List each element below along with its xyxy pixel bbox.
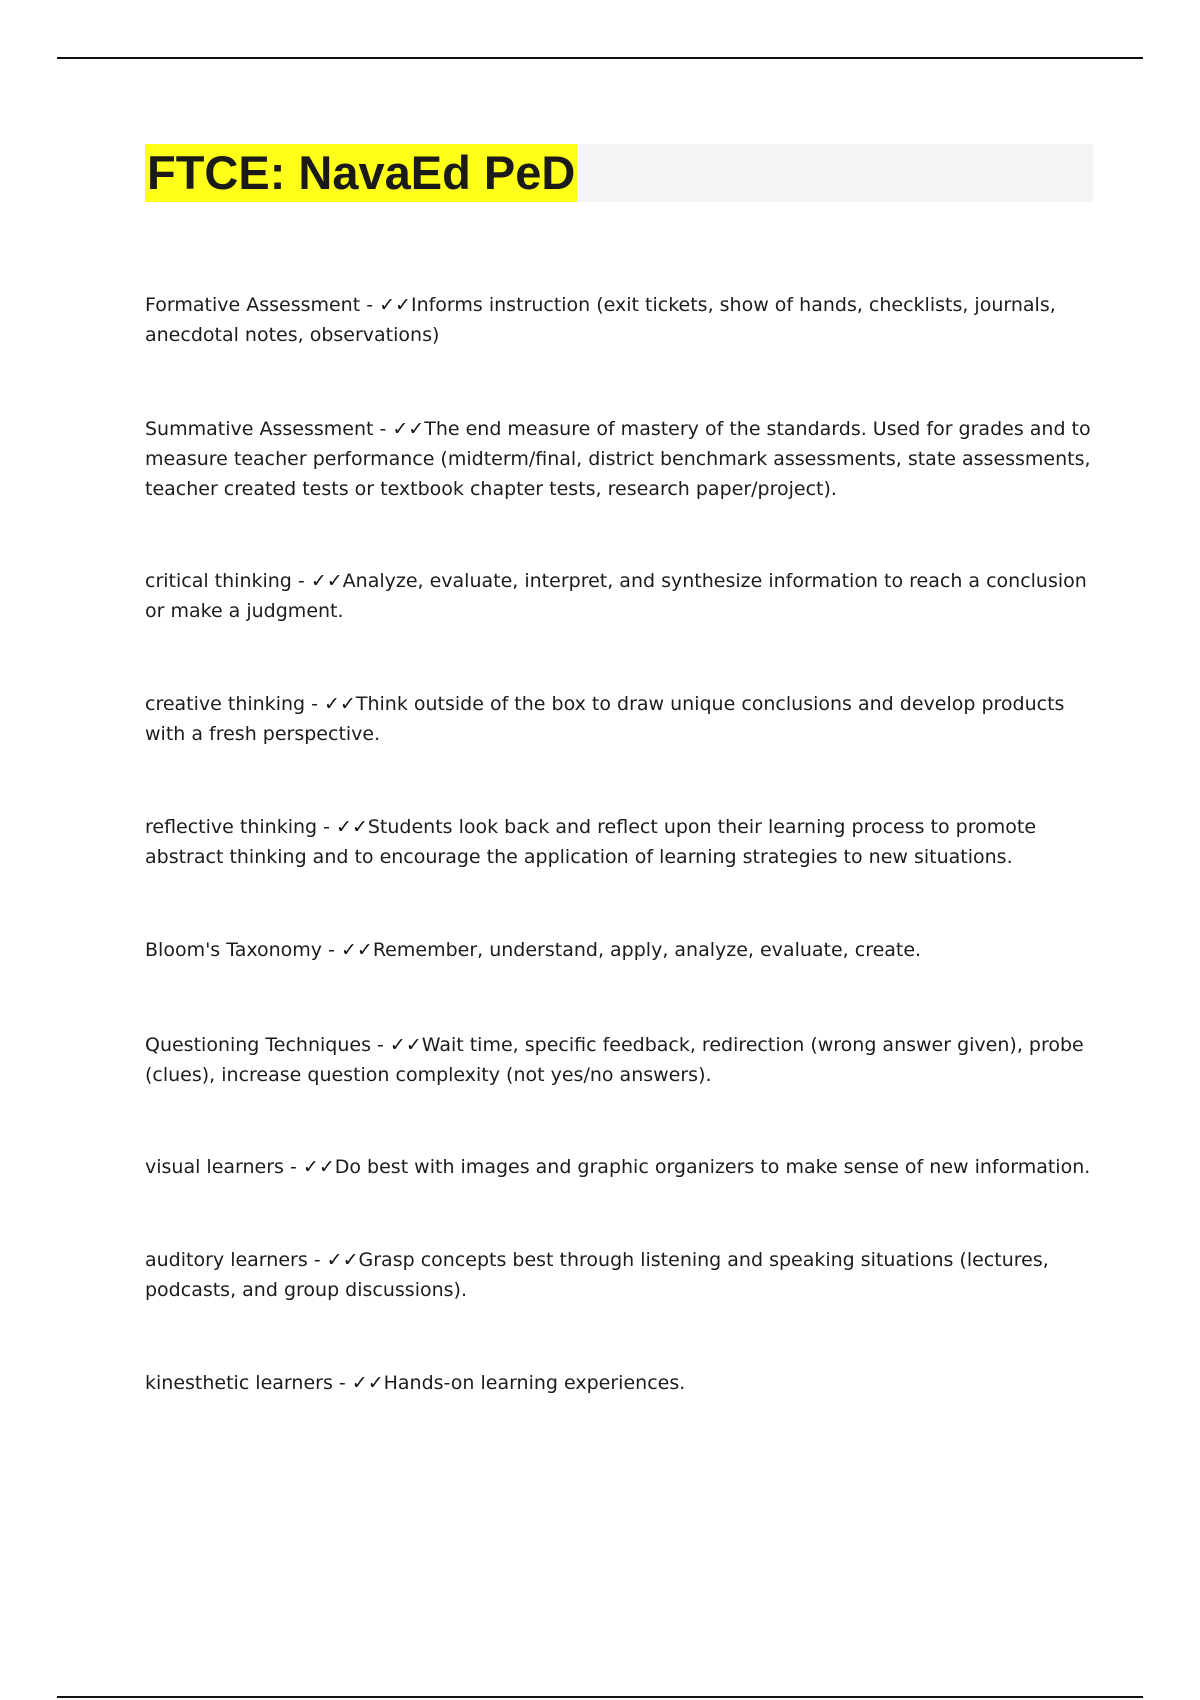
entry-definition: Analyze, evaluate, interpret, and synthesize information to reach a conclusion or make a judgment. (145, 570, 1087, 622)
flashcard-entry (145, 1368, 1095, 1398)
entry-definition: The end measure of mastery of the standards. Used for grades and to measure teacher performance (midterm/final, district benchmark assessments, state assessments, teacher created tests or textbook chapter tests, research paper/project). (145, 418, 1091, 500)
entry-definition: Grasp concepts best through listening and speaking situations (lectures, podcasts, and group discussions). (145, 1249, 1049, 1301)
entry-separator: - (373, 418, 393, 440)
entry-separator: - (370, 1034, 390, 1056)
double-check-icon: ✓✓ (336, 816, 368, 838)
flashcard-entry (145, 290, 1095, 350)
entry-term: Bloom's Taxonomy (145, 939, 323, 961)
double-check-icon: ✓✓ (351, 1372, 384, 1394)
entry-term: auditory learners (145, 1249, 308, 1271)
entry-definition: Do best with images and graphic organizers to make sense of new information. (334, 1156, 1091, 1178)
flashcard-entry (145, 689, 1095, 749)
flashcard-entry (145, 1245, 1095, 1305)
entry-separator: - (291, 570, 311, 592)
entry-definition: Wait time, specific feedback, redirection (wrong answer given), probe (clues), increase question complexity (not yes/no answers). (145, 1034, 1084, 1086)
flashcard-entry (145, 414, 1095, 504)
entry-separator: - (305, 693, 325, 715)
entry-separator: - (283, 1156, 303, 1178)
flashcard-entry (145, 1030, 1095, 1090)
double-check-icon: ✓✓ (302, 1156, 335, 1178)
entry-separator: - (307, 1249, 327, 1271)
document-title: FTCE: NavaEd PeD (145, 144, 577, 202)
double-check-icon: ✓✓ (326, 1249, 359, 1271)
bottom-rule (57, 1696, 1143, 1698)
entry-separator: - (332, 1372, 352, 1394)
entry-definition: Students look back and reflect upon their learning process to promote abstract thinking and to encourage the application of learning strategies to new situations. (145, 816, 1037, 868)
entry-term: creative thinking (145, 693, 306, 715)
double-check-icon: ✓✓ (389, 1034, 422, 1056)
double-check-icon: ✓✓ (324, 693, 356, 715)
entry-term: Questioning Techniques (145, 1034, 371, 1056)
entry-separator: - (322, 939, 341, 961)
entry-separator: - (360, 294, 380, 316)
entry-term: Formative Assessment (145, 294, 361, 316)
top-rule (57, 57, 1143, 59)
flashcard-entry (145, 566, 1095, 626)
entry-term: critical thinking (145, 570, 292, 592)
entry-definition: Think outside of the box to draw unique conclusions and develop products with a fresh perspective. (145, 693, 1065, 745)
entry-definition: Informs instruction (exit tickets, show of hands, checklists, journals, anecdotal notes, observations) (145, 294, 1056, 346)
flashcard-entry (145, 1152, 1095, 1182)
entry-definition: Hands-on learning experiences. (383, 1372, 686, 1394)
entry-separator: - (317, 816, 337, 838)
double-check-icon: ✓✓ (392, 418, 425, 440)
flashcard-entry (145, 812, 1095, 872)
title-band (145, 144, 1093, 202)
entry-definition: Remember, understand, apply, analyze, evaluate, create. (372, 939, 922, 961)
double-check-icon: ✓✓ (340, 939, 373, 961)
entry-term: reflective thinking (145, 816, 318, 838)
double-check-icon: ✓✓ (379, 294, 411, 316)
double-check-icon: ✓✓ (310, 570, 343, 592)
entry-term: kinesthetic learners (145, 1372, 333, 1394)
flashcard-entry (145, 935, 1095, 965)
entry-term: visual learners (145, 1156, 284, 1178)
entry-term: Summative Assessment (145, 418, 374, 440)
